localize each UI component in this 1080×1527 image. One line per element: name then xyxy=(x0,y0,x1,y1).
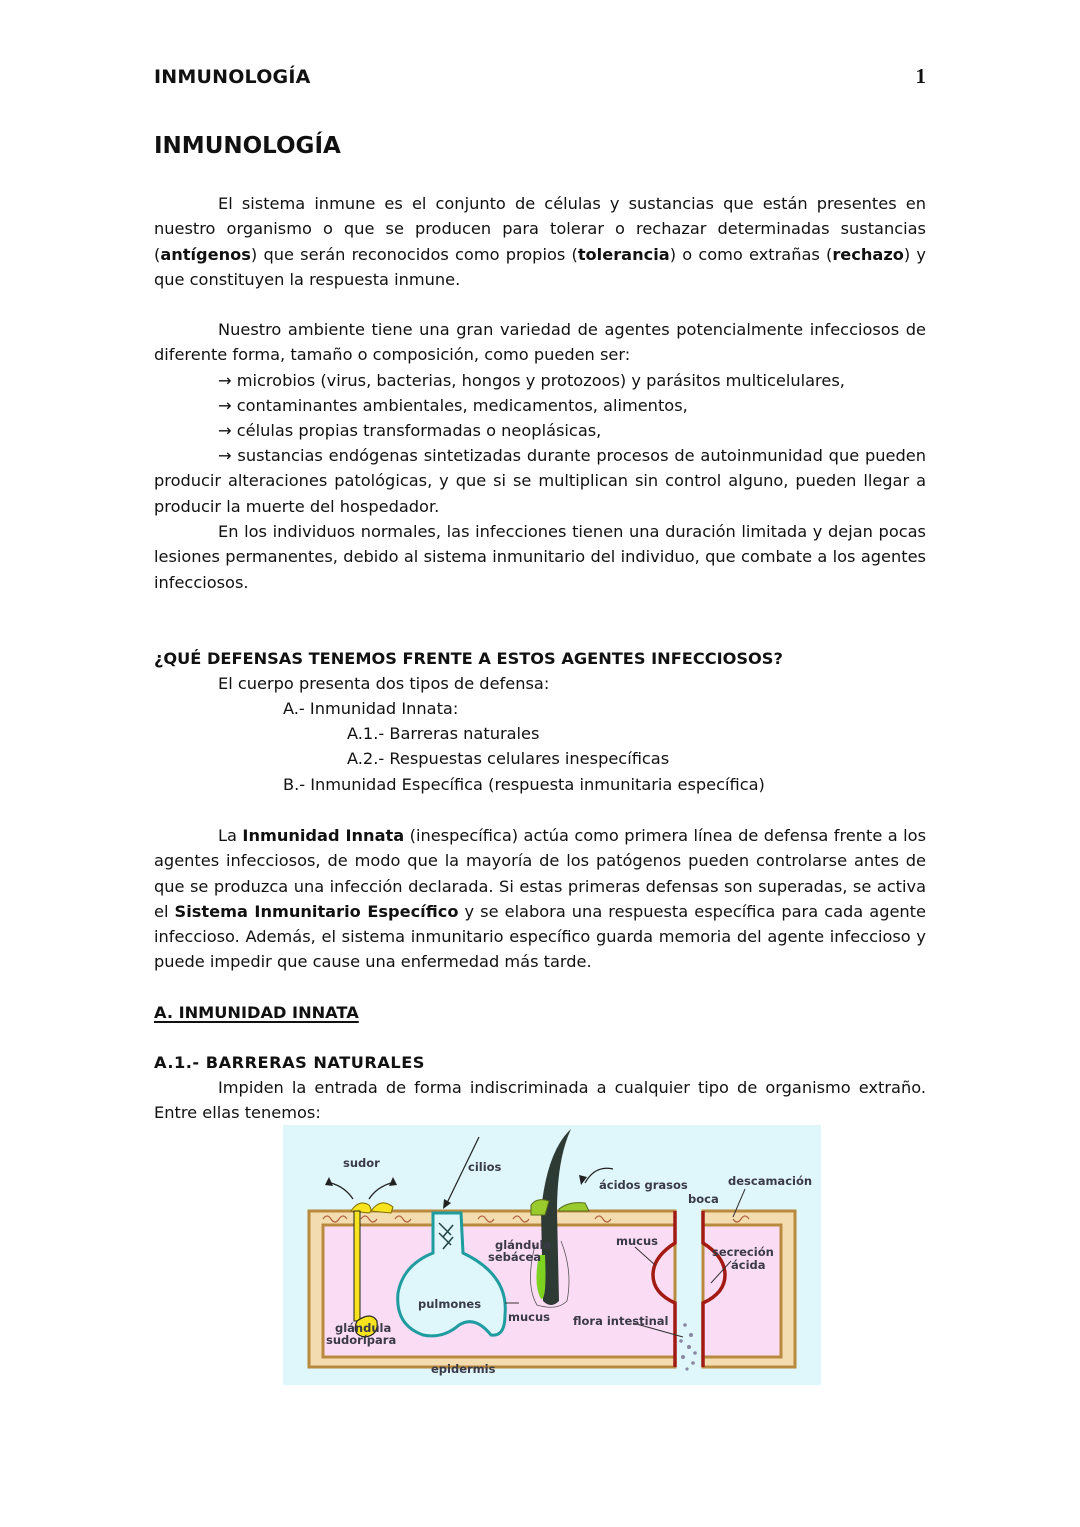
intro-paragraph-3: En los individuos normales, las infecciones tienen una duración limitada y dejan pocas lesiones permanentes, debido al sistema inmunitario del individuo, que combate a los agentes infecciosos. xyxy=(154,522,926,592)
arrow-list-item: → contaminantes ambientales, medicamentos, alimentos, xyxy=(218,396,688,415)
label-acidos-grasos: ácidos grasos xyxy=(599,1178,688,1192)
text-run: y se elabora una respuesta específica para cada agente infeccioso. Además, el sistema inmunitario específico guarda memoria del agente infeccioso y puede impedir que cause una enfermedad más tarde. xyxy=(154,901,926,972)
outline-item-b: B.- Inmunidad Específica (respuesta inmunitaria específica) xyxy=(283,775,765,794)
label-glandula-sudoripara: glándula xyxy=(335,1321,392,1335)
subsection-heading-a1: A.1.- BARRERAS NATURALES xyxy=(154,1053,425,1072)
label-mucus-top: mucus xyxy=(616,1234,659,1248)
defenses-lead: El cuerpo presenta dos tipos de defensa: xyxy=(218,674,550,693)
term-rechazo: rechazo xyxy=(832,244,904,264)
label-pulmones: pulmones xyxy=(418,1297,482,1311)
natural-barriers-diagram xyxy=(283,1125,821,1385)
term-tolerancia: tolerancia xyxy=(577,244,670,264)
page-number: 1 xyxy=(915,64,926,88)
label-epidermis: epidermis xyxy=(431,1362,496,1376)
arrow-list-item: → sustancias endógenas sintetizadas durante procesos de autoinmunidad que pueden producir alteraciones patológicas, y que si se multiplican sin control alguno, pueden llegar a producir la muerte del hospedador. xyxy=(154,446,926,516)
arrow-list-item: → microbios (virus, bacterias, hongos y protozoos) y parásitos multicelulares, xyxy=(218,371,845,390)
label-boca: boca xyxy=(688,1192,719,1206)
label-secrecion: secreción xyxy=(712,1245,774,1259)
section-a-title: A. INMUNIDAD INNATA xyxy=(154,1003,359,1022)
innate-immunity-paragraph xyxy=(154,823,926,975)
section-heading-defensas: ¿QUÉ DEFENSAS TENEMOS FRENTE A ESTOS AGENTES INFECCIOSOS? xyxy=(154,649,783,668)
term-inmunidad-innata: Inmunidad Innata xyxy=(242,826,405,845)
outline-item-a1: A.1.- Barreras naturales xyxy=(347,724,540,743)
label-mucus-bottom: mucus xyxy=(508,1310,551,1324)
text-run: La xyxy=(218,826,243,845)
barriers-paragraph: Impiden la entrada de forma indiscriminada a cualquier tipo de organismo extraño. Entre ellas tenemos: xyxy=(154,1078,926,1123)
text-run: El sistema inmune es el conjunto de células y sustancias que están presentes en nuestro organismo o que se producen para tolerar o rechazar determinadas sustancias ( xyxy=(154,194,926,264)
label-flora-intestinal: flora intestinal xyxy=(573,1314,669,1328)
label-acida: ácida xyxy=(731,1258,766,1272)
term-sistema-especifico: Sistema Inmunitario Específico xyxy=(174,901,459,921)
running-header xyxy=(154,66,926,96)
intro-paragraph-2: Nuestro ambiente tiene una gran variedad de agentes potencialmente infecciosos de diferente forma, tamaño o composición, como pueden ser: xyxy=(154,320,926,365)
label-descamacion: descamación xyxy=(728,1174,813,1188)
section-heading-a xyxy=(154,1000,359,1025)
label-glandula-sebacea-2: sebácea xyxy=(488,1250,542,1264)
outline-item-a2: A.2.- Respuestas celulares inespecíficas xyxy=(347,749,670,768)
label-cilios: cilios xyxy=(468,1160,502,1174)
label-glandula-sudoripara-2: sudorípara xyxy=(326,1333,397,1347)
label-sudor: sudor xyxy=(343,1156,380,1170)
label-glandula-sebacea: glándula xyxy=(495,1238,552,1252)
text-run: ) que serán reconocidos como propios ( xyxy=(250,244,578,264)
page-title: INMUNOLOGÍA xyxy=(154,133,341,159)
text-run: ) y que constituyen la respuesta inmune. xyxy=(154,244,926,289)
outline-item-a: A.- Inmunidad Innata: xyxy=(283,699,459,718)
text-run: (inespecífica) actúa como primera línea de defensa frente a los agentes infecciosos, de modo que la mayoría de los patógenos pueden controlarse antes de que se produzca una infección declarada. Si estas primeras defensas son superadas, se activa el xyxy=(154,826,926,921)
intro-paragraph-1 xyxy=(154,191,926,292)
running-header-title: INMUNOLOGÍA xyxy=(154,66,311,88)
text-run: ) o como extrañas ( xyxy=(669,244,833,264)
term-antigenos: antígenos xyxy=(160,244,251,264)
arrow-list-item: → células propias transformadas o neoplásicas, xyxy=(218,421,602,440)
